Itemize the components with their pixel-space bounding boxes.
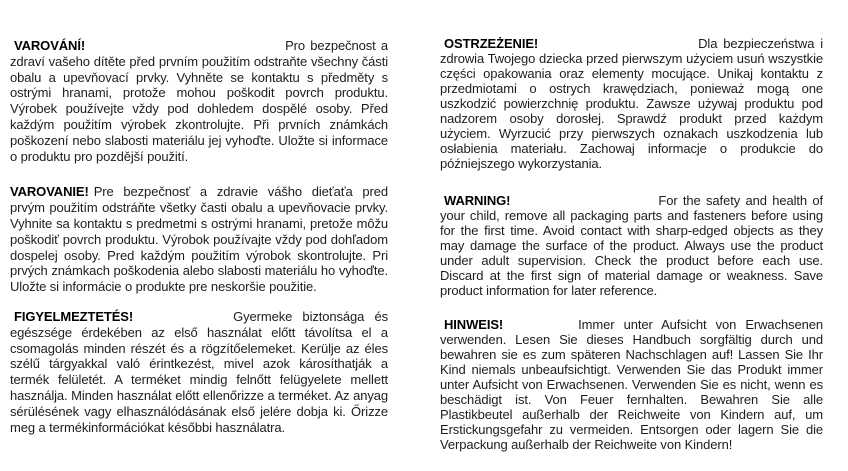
warning-paragraph-cs [10, 38, 388, 164]
warning-body-en: For the safety and health of your child, remove all packaging parts and fasteners before using for the first time. Avoid contact with sharp-edged objects as they may damage the surface of the product. Always use the product under adult supervision. Check the product before each use. Discard at the first sign of material damage or weakness. Save product information for later reference. [440, 193, 823, 298]
warning-heading-pl: OSTRZEŻENIE! [444, 36, 539, 51]
warning-heading-hu: FIGYELMEZTETÉS! [14, 308, 134, 324]
warning-paragraph-en [440, 193, 823, 298]
warning-paragraph-hu [10, 309, 388, 435]
warning-body-cs: Pro bezpečnost a zdraví vašeho dítěte před prvním použitím odstraňte všechny části obalu a upevňovací prvky. Vyhněte se kontaktu s předměty s ostrými hranami, protože mohou poškodit povrch produktu. Výrobek používejte vždy pod dohledem dospělé osoby. Před každým použitím výrobek zkontrolujte. Při prvních známkách poškození nebo slabosti materiálu jej vyhoďte. Uložte si informace o produktu pro pozdější použití. [10, 38, 388, 164]
warning-body-de: Immer unter Aufsicht von Erwachsenen verwenden. Lesen Sie dieses Handbuch sorgfältig durch und bewahren sie es zum späteren Nachschlagen auf! Lassen Sie Ihr Kind niemals unbeaufsichtigt. Verwenden Sie das Produkt immer unter Aufsicht von Erwachsenen. Verwenden Sie es nicht, wenn es beschädigt ist. Von Feuer fernhalten. Bewahren Sie alle Plastikbeutel außerhalb der Reichweite von Kindern auf, um Erstickungsgefahr zu vermeiden. Entsorgen oder lagern Sie die Verpackung außerhalb der Reichweite von Kindern! [440, 317, 823, 452]
right-column [440, 0, 823, 452]
warning-heading-cs: VAROVÁNÍ! [14, 38, 86, 53]
warning-paragraph-sk [10, 184, 388, 295]
warning-body-hu: Gyermeke biztonsága és egészsége érdekében az első használat előtt távolítsa el a csomagolás minden részét és a rögzítőelemeket. Kerülje az éles szélű tárgyakkal való érintkezést, mivel azok károsíthatják a termék felületét. A terméket mindig felnőtt felügyelete mellett használja. Minden használat előtt ellenőrizze a terméket. Az anyag sérülésének vagy elhasználódásának első jelére dobja ki. Őrizze meg a termékinformációkat későbbi használatra. [10, 308, 388, 435]
left-column [10, 0, 388, 435]
warning-heading-de: HINWEIS! [444, 317, 504, 332]
warning-heading-sk: VAROVANIE! [10, 184, 89, 200]
warning-body-pl: Dla bezpieczeństwa i zdrowia Twojego dziecka przed pierwszym użyciem usuń wszystkie części opakowania oraz elementy mocujące. Unikaj kontaktu z przedmiotami o ostrych krawędziach, ponieważ mogą one uszkodzić powierzchnię produktu. Zawsze używaj produktu pod nadzorem osoby dorosłej. Sprawdź produkt przed każdym użyciem. Wyrzucić przy pierwszych oznakach uszkodzenia lub osłabienia materiału. Zachowaj informacje o produkcie do późniejszego wykorzystania. [440, 36, 823, 171]
warning-heading-en: WARNING! [444, 193, 511, 208]
warning-paragraph-de [440, 317, 823, 452]
warning-paragraph-pl [440, 36, 823, 171]
warning-body-sk: Pre bezpečnosť a zdravie vášho dieťaťa pred prvým použitím odstráňte všetky časti obalu a upevňovacie prvky. Vyhnite sa kontaktu s predmetmi s ostrými hranami, pretože môžu poškodiť povrch produktu. Výrobok používajte vždy pod dohľadom dospelej osoby. Pred každým použitím výrobok skontrolujte. Pri prvých známkach poškodenia alebo slabosti materiálu ho vyhoďte. Uložte si informácie o produkte pre neskoršie použitie. [10, 184, 388, 295]
